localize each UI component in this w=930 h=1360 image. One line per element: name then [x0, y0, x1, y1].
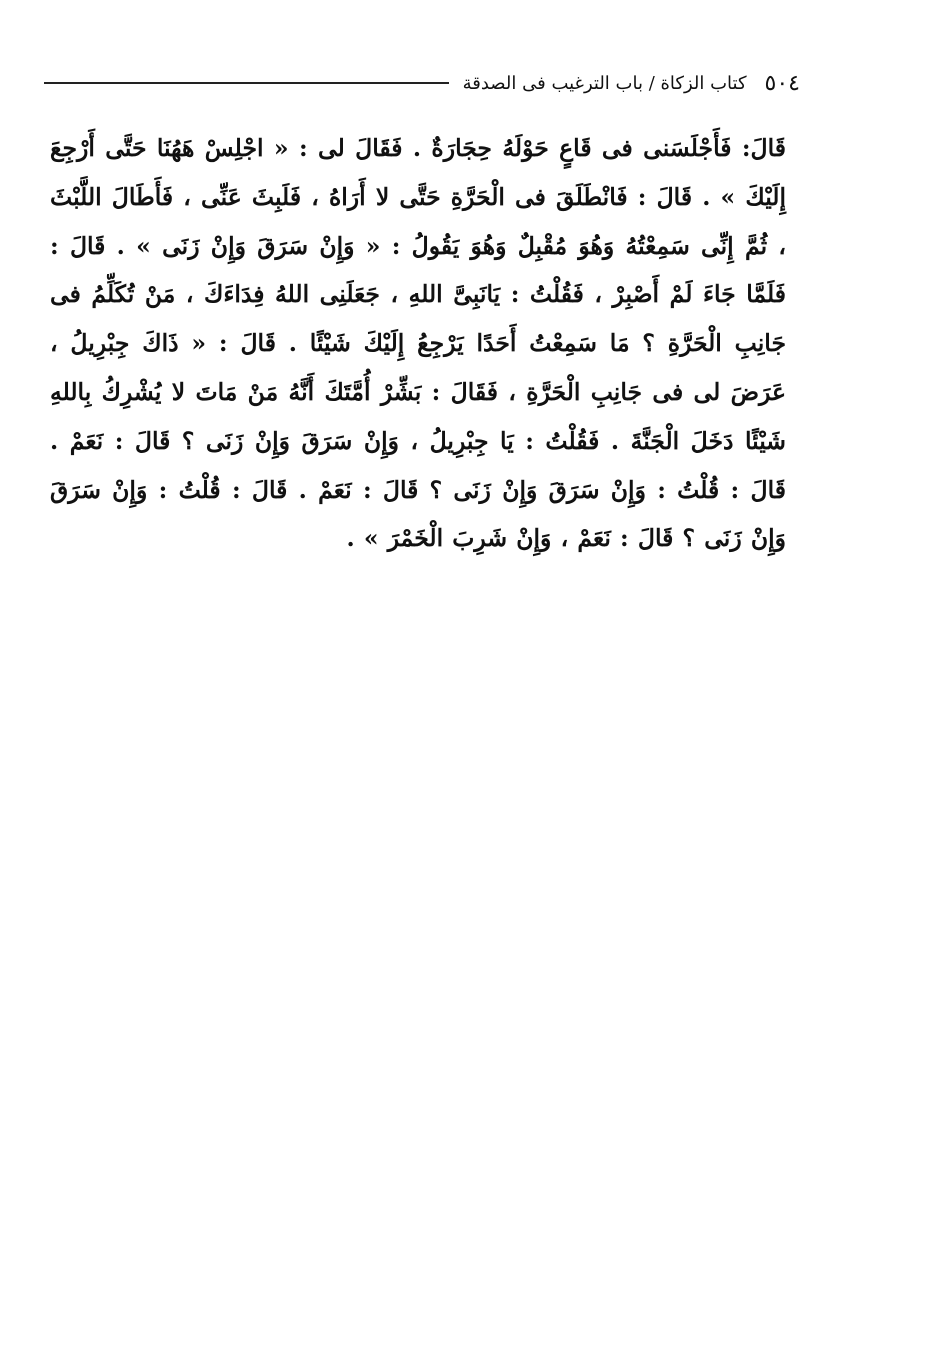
body-paragraph: قَالَ: فَأَجْلَسَنى فى قَاعٍ حَوْلَهُ حِجَارَةٌ . فَقَالَ لى : « اجْلِسْ هَهُنَا حَتَّى أَرْجِعَ إِلَيْكَ » . قَالَ : فَانْطَلَقَ فى الْحَرَّةِ حَتَّى لا أَرَاهُ ، فَلَبِثَ عَنِّى ، فَأَطَالَ اللَّبْثَ ، ثُمَّ إِنِّى سَمِعْتُهُ وَهُوَ مُقْبِلٌ وَهُوَ يَقُولُ : « وَإِنْ سَرَقَ وَإِنْ زَنَى » . قَالَ : فَلَمَّا جَاءَ لَمْ أَصْبِرْ ، فَقُلْتُ : يَانَبِىَّ اللهِ ، جَعَلَنِى اللهُ فِدَاءَكَ ، مَنْ تُكَلِّمُ فى جَانِبِ الْحَرَّةِ ؟ مَا سَمِعْتُ أَحَدًا يَرْجِعُ إِلَيْكَ شَيْئًا . قَالَ : « ذَاكَ جِبْرِيلُ ، عَرَضَ لى فى جَانِبِ الْحَرَّةِ ، فَقَالَ : بَشِّرْ أُمَّتَكَ أَنَّهُ مَنْ مَاتَ لا يُشْرِكُ بِاللهِ شَيْئًا دَخَلَ الْجَنَّةَ . فَقُلْتُ : يَا جِبْرِيلُ ، وَإِنْ سَرَقَ وَإِنْ زَنَى ؟ قَالَ : نَعَمْ . قَالَ : قُلْتُ : وَإِنْ سَرَقَ وَإِنْ زَنَى ؟ قَالَ : نَعَمْ . قَالَ : قُلْتُ : وَإِنْ سَرَقَ وَإِنْ زَنَى ؟ قَالَ : نَعَمْ ، وَإِنْ شَرِبَ الْخَمْرَ » . [50, 134, 786, 553]
header-rule [44, 82, 449, 84]
running-head: كتاب الزكاة / باب الترغيب فى الصدقة [462, 72, 747, 94]
page-header [30, 66, 800, 100]
page-number: ٥٠٤ [764, 70, 800, 96]
